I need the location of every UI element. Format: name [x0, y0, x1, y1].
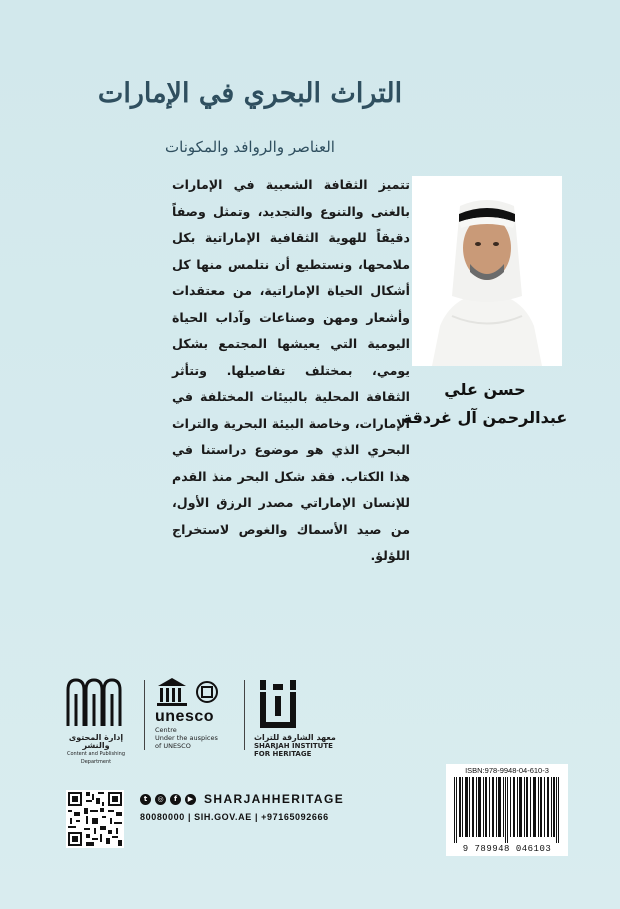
brand-handle: SHARJAHHERITAGE [204, 792, 345, 806]
unesco-caption-line2: Under the auspices [155, 734, 218, 742]
unesco-temple-icon [155, 676, 189, 708]
isbn-label: ISBN:978-9948-04-610-3 [465, 766, 549, 775]
author-portrait-icon [412, 176, 562, 366]
unesco-wordmark: unesco [155, 708, 215, 725]
unesco-caption-line1: Centre [155, 726, 177, 734]
author-photo [412, 176, 562, 366]
barcode-digits: 9 789948 046103 [462, 844, 552, 854]
heritage-arch-icon [64, 676, 124, 728]
unesco-logo [155, 676, 237, 776]
unesco-caption-line3: of UNESCO [155, 742, 191, 750]
world-heritage-emblem-icon [195, 680, 219, 704]
instagram-icon[interactable]: ◎ [155, 794, 166, 805]
sih-emblem-icon [258, 678, 298, 730]
heritage-dept-english: Content and Publishing Department [66, 751, 126, 765]
qr-code [66, 790, 124, 848]
isbn-barcode [446, 764, 568, 856]
author-name [400, 376, 570, 432]
qr-code-icon [66, 790, 124, 848]
contact-info: 80080000 | SIH.GOV.AE | +97165092666 [140, 812, 329, 822]
facebook-icon[interactable]: f [170, 794, 181, 805]
book-subtitle: العناصر والروافد والمكونات [165, 138, 335, 156]
twitter-icon[interactable]: t [140, 794, 151, 805]
sharjah-institute-logo [254, 678, 340, 778]
logo-divider [144, 680, 145, 750]
sih-english-line1: SHARJAH INSTITUTE [254, 742, 333, 750]
book-blurb: تتميز الثقافة الشعبية في الإمارات بالغنى والتنوع والتجديد، وتمثل وصفاً دقيقاً للهوية الثقافية الإماراتية بكل ملامحها، ونستطيع أن نتلمس منها كل أشكال الحياة الإماراتية، من معتقدات وأشعار ومهن وصناعات وآداب الحياة اليومية التي يعيشها المجتمع بشكل يومي، بمختلف تفاصيلها. وتتأثر الثقافة المحلية بالبيئات المختلفة في الإمارات، وخاصة البيئة البحرية والتراث البحري الذي هو موضوع دراستنا في هذا الكتاب. فقد شكل البحر منذ القدم للإنسان الإماراتي مصدر الرزق الأول، من صيد الأسماك والغوص لاستخراج اللؤلؤ. [172, 177, 410, 563]
sih-english-line2: FOR HERITAGE [254, 750, 312, 758]
sih-arabic: معهد الشارقة للتراث [254, 733, 336, 742]
book-title: التراث البحري في الإمارات [97, 78, 403, 109]
logo-divider [244, 680, 245, 750]
author-name-line1: حسن علي [444, 380, 526, 399]
youtube-icon[interactable]: ▶ [185, 794, 196, 805]
heritage-dept-arabic: إدارة المحتوى والنشر [68, 733, 124, 750]
social-links [140, 792, 344, 806]
barcode-bars-icon [450, 777, 564, 843]
content-publishing-logo [60, 676, 132, 786]
author-name-line2: عبدالرحمن آل غردقة [402, 408, 568, 427]
